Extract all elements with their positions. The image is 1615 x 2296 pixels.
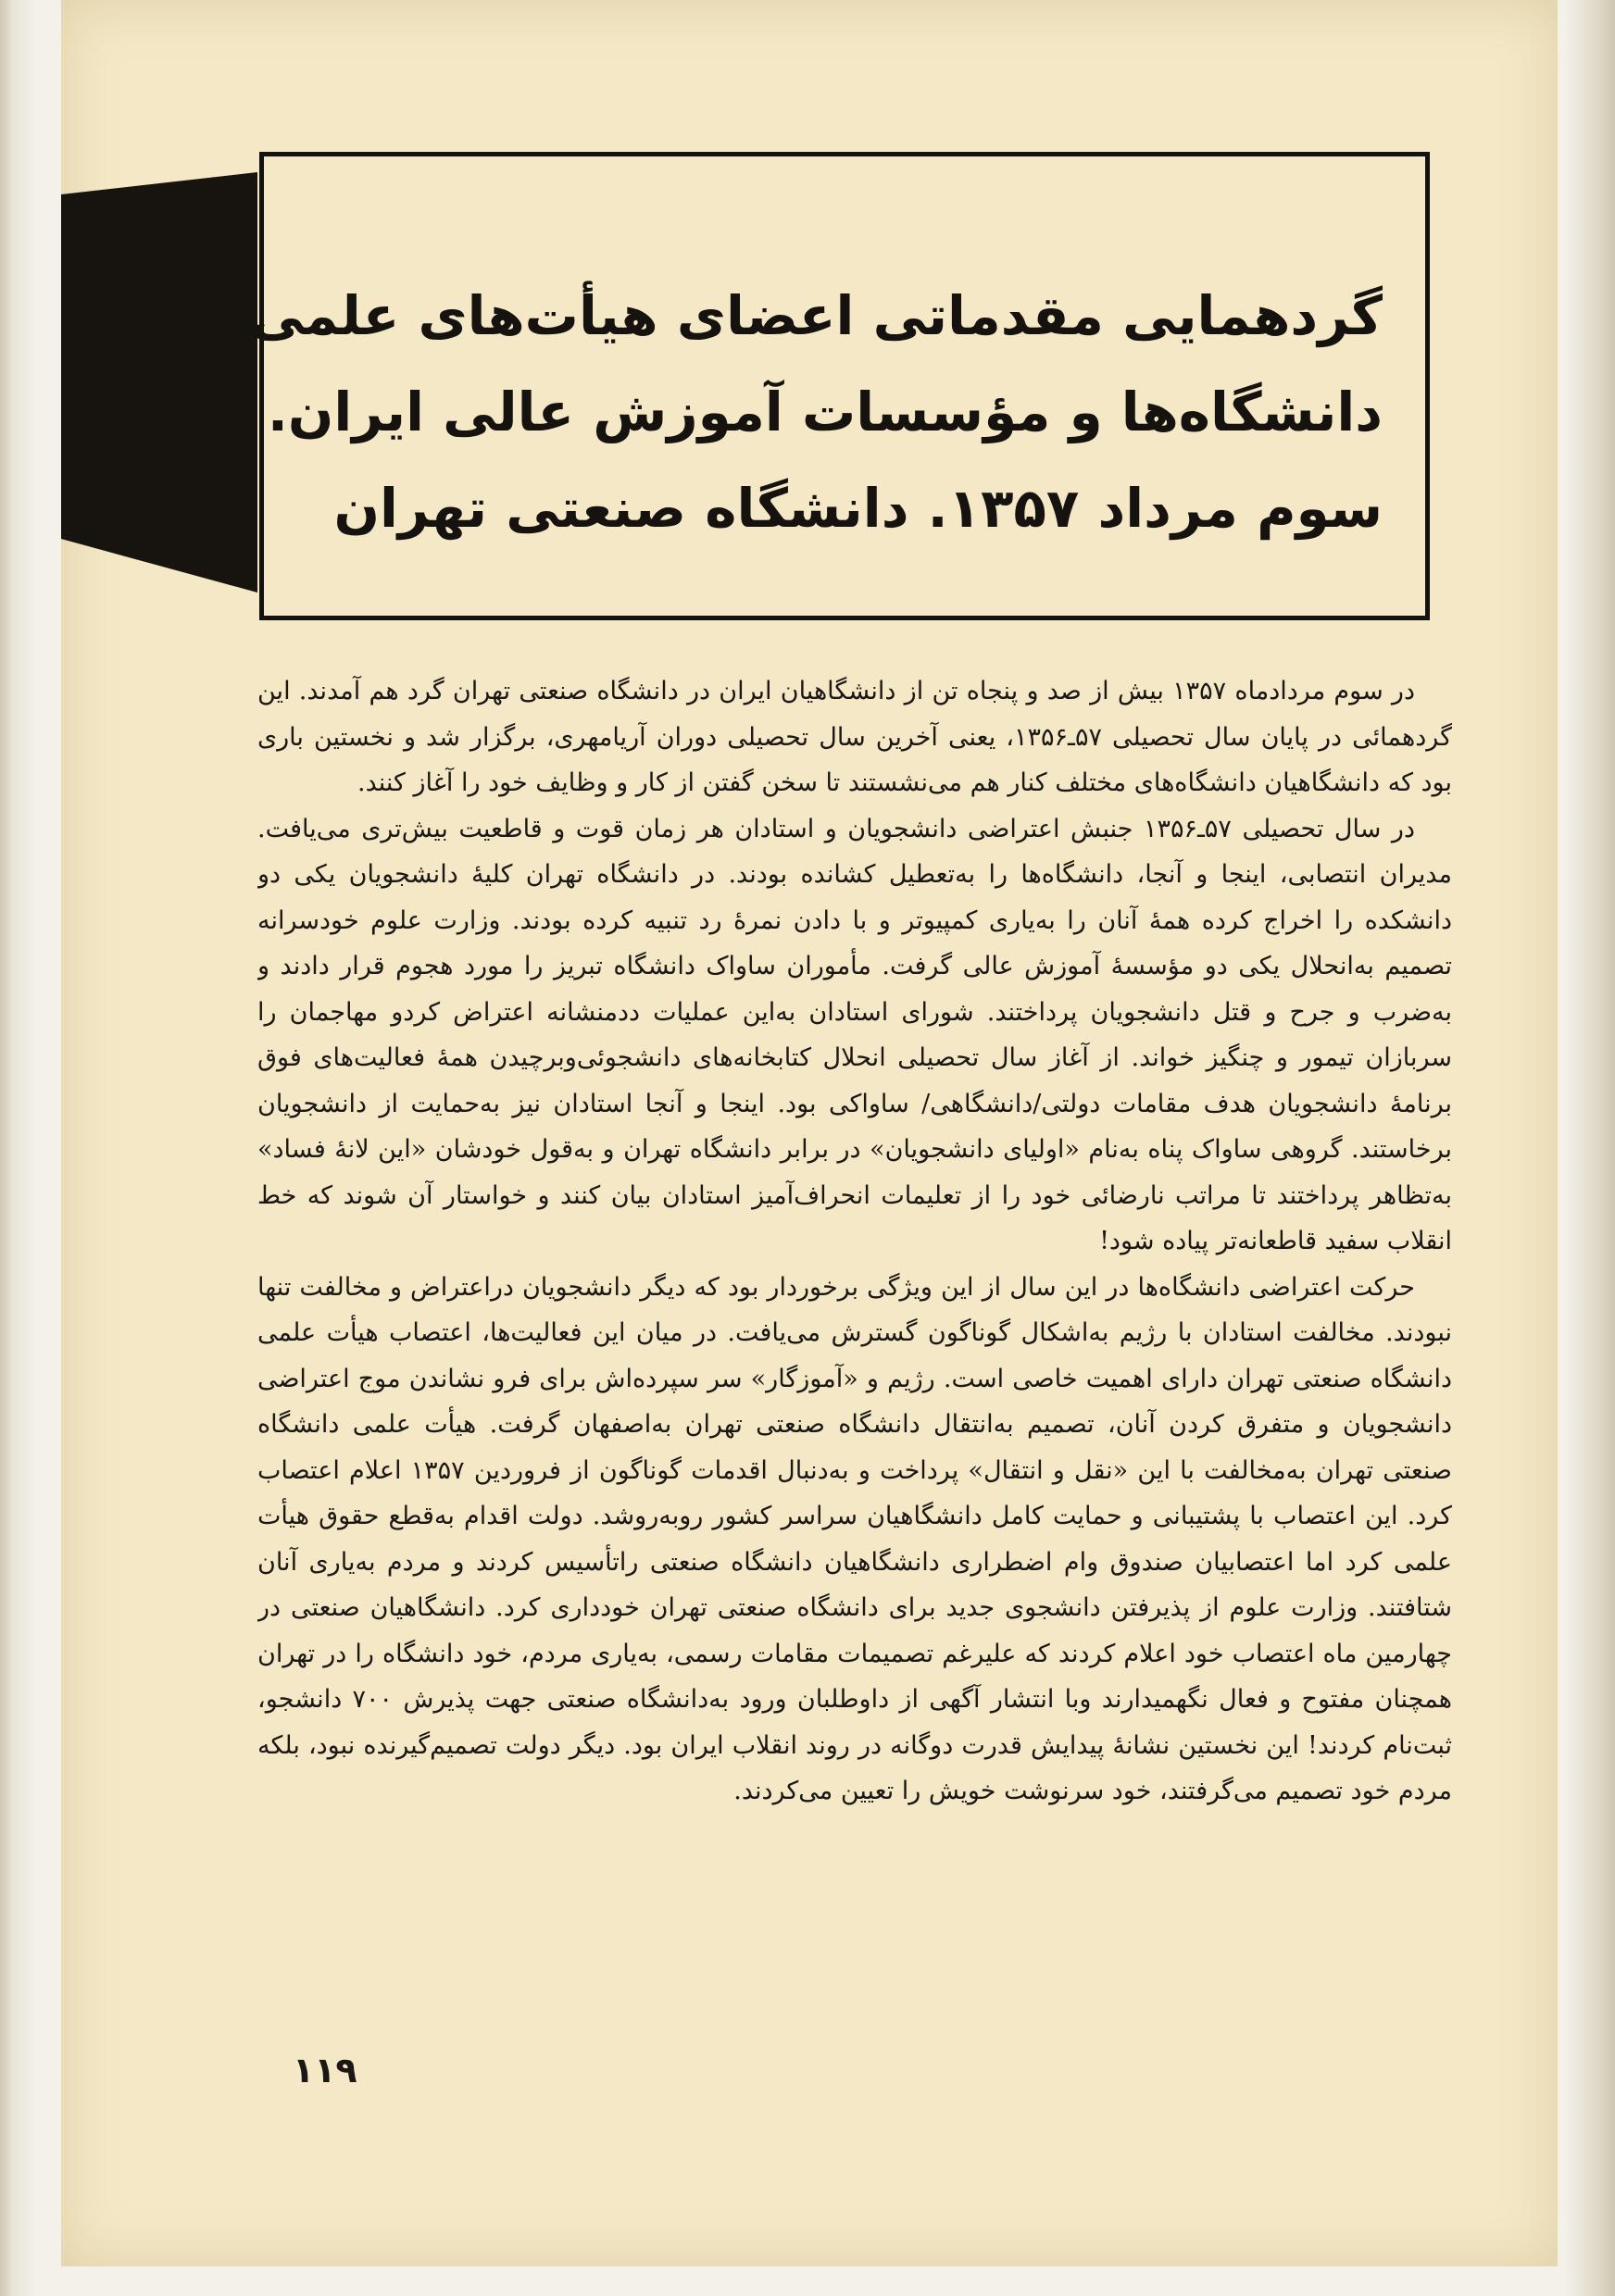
title-box (250, 152, 1430, 620)
title-line-1: گردهمایی مقدماتی اعضای هیأت‌های علمی (250, 284, 1383, 347)
title-line-3: سوم مرداد ۱۳۵۷. دانشگاه صنعتی تهران (333, 477, 1383, 540)
paragraph-3: حرکت اعتراضی دانشگاه‌ها در این سال از این ویژگی برخوردار بود که دیگر دانشجویان دراعتراض و مخالفت تنها نبودند. مخالفت استادان با رژیم به‌اشکال گوناگون گسترش می‌یافت. در میان این فعالیت‌ها، اعتصاب هیأت علمی دانشگاه صنعتی تهران دارای اهمیت خاصی است. رژیم و «آموزگار» سر سپرده‌اش برای فرو نشاندن موج اعتراضی دانشجویان و متفرق کردن آنان، تصمیم به‌انتقال دانشگاه صنعتی تهران به‌اصفهان گرفت. هیأت علمی دانشگاه صنعتی تهران به‌مخالفت با این «نقل و انتقال» پرداخت و به‌دنبال اقدمات گوناگون از فروردین ۱۳۵۷ اعلام اعتصاب کرد. این اعتصاب با پشتیبانی و حمایت کامل دانشگاهیان سراسر کشور روبه‌روشد. دولت اقدام به‌قطع حقوق هیأت علمی کرد اما اعتصابیان صندوق وام اضطراری دانشگاهیان دانشگاه صنعتی راتأسیس کردند و مردم به‌یاری آنان شتافتند. وزارت علوم از پذیرفتن دانشجوی جدید برای دانشگاه صنعتی تهران خودداری کرد. دانشگاهیان صنعتی در چهارمین ماه اعتصاب خود اعلام کردند که علیرغم تصمیمات مقامات رسمی، به‌یاری مردم، خود دانشگاه را در تهران همچنان مفتوح و فعال نگهمیدارند وبا انتشار آگهی از داوطلبان ورود به‌دانشگاه صنعتی جهت پذیرش ۷۰۰ دانشجو، ثبت‌نام کردند! این نخستین نشانهٔ پیدایش قدرت دوگانه در روند انقلاب ایران بود. دیگر دولت تصمیم‌گیرنده نبود، بلکه مردم خود تصمیم می‌گرفتند، خود سرنوشت خویش را تعیین می‌کردند. (257, 1272, 1452, 1805)
article-body (257, 668, 1452, 2039)
printed-page (61, 0, 1558, 2266)
paragraph-1: در سوم مردادماه ۱۳۵۷ بیش از صد و پنجاه تن از دانشگاهیان ایران در دانشگاه صنعتی تهران گرد هم آمدند. این گردهمائی در پایان سال تحصیلی ۵۷ـ۱۳۵۶، یعنی آخرین سال تحصیلی دوران آریامهری، برگزار شد و نخستین باری بود که دانشگاهیان دانشگاه‌های مختلف کنار هم می‌نشستند تا سخن گفتن از کار و وظایف خود را آغاز کنند. (257, 677, 1452, 797)
paragraph-2: در سال تحصیلی ۵۷ـ۱۳۵۶ جنبش اعتراضی دانشجویان و استادان هر زمان قوت و قاطعیت بیش‌تری می‌یافت. مدیران انتصابی، اینجا و آنجا، دانشگاه‌ها را به‌تعطیل کشانده بودند. در دانشگاه تهران کلیهٔ دانشجویان یکی دو دانشکده را اخراج کرده همهٔ آنان را به‌یاری کمپیوتر و با دادن نمرهٔ رد تنبیه کرده بودند. وزارت علوم خودسرانه تصمیم به‌انحلال یکی دو مؤسسهٔ آموزش عالی گرفت. مأموران ساواک دانشگاه تبریز را مورد هجوم قرار دادند و به‌ضرب و جرح و قتل دانشجویان پرداختند. شورای استادان به‌این عملیات ددمنشانه اعتراض کردو مهاجمان را سربازان تیمور و چنگیز خواند. از آغاز سال تحصیلی انحلال کتابخانه‌های دانشجوئی‌وبرچیدن همهٔ فعالیت‌های فوق برنامهٔ دانشجویان هدف مقامات دولتی/دانشگاهی/ ساواکی بود. اینجا و آنجا استادان نیز به‌حمایت از دانشجویان برخاستند. گروهی ساواک پناه به‌نام «اولیای دانشجویان» در برابر دانشگاه تهران و به‌قول خودشان «این لانهٔ فساد» به‌تظاهر پرداختند تا مراتب نارضائی خود را از تعلیمات انحراف‌آمیز استادان بیان کنند و خواستار آن شوند که خط انقلاب سفید قاطعانه‌تر پیاده شود! (257, 814, 1452, 1255)
title-line-2: دانشگاه‌ها و مؤسسات آموزش عالی ایران. (267, 381, 1383, 443)
page-number: ۱۱۹ (293, 2050, 357, 2090)
black-corner-wedge (61, 0, 265, 593)
